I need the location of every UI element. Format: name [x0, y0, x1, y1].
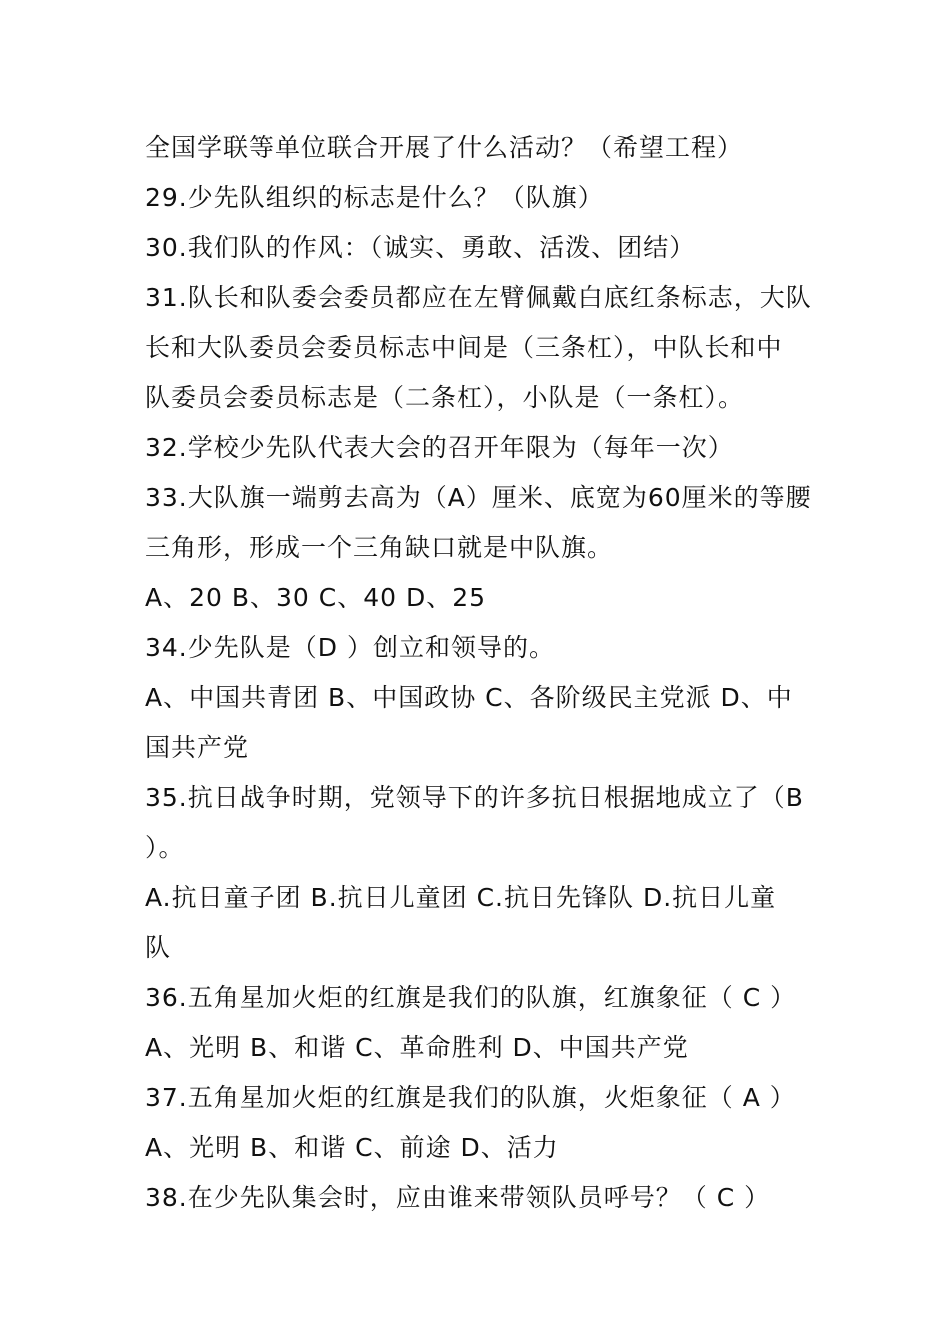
text-line-11: 34.少先队是（D ）创立和领导的。 — [145, 633, 555, 662]
text-line-7: 32.学校少先队代表大会的召开年限为（每年一次） — [145, 433, 734, 462]
text-line-3: 30.我们队的作风：（诚实、勇敢、活泼、团结） — [145, 233, 696, 262]
text-line-4: 31.队长和队委会委员都应在左臂佩戴白底红条标志，大队 — [145, 283, 812, 312]
text-line-22: 38.在少先队集会时，应由谁来带领队员呼号？（ C ） — [145, 1183, 771, 1212]
text-line-18: 36.五角星加火炬的红旗是我们的队旗，红旗象征（ C ） — [145, 983, 797, 1012]
text-line-5: 长和大队委员会委员标志中间是（三条杠），中队长和中 — [145, 333, 783, 362]
text-line-19: A、光明 B、和谐 C、革命胜利 D、中国共产党 — [145, 1033, 689, 1062]
text-line-12: A、中国共青团 B、中国政协 C、各阶级民主党派 D、中 — [145, 683, 793, 712]
text-line-15: ）。 — [145, 833, 185, 862]
text-line-21: A、光明 B、和谐 C、前途 D、活力 — [145, 1133, 559, 1162]
text-line-20: 37.五角星加火炬的红旗是我们的队旗，火炬象征（ A ） — [145, 1083, 796, 1112]
text-line-2: 29.少先队组织的标志是什么？（队旗） — [145, 183, 604, 212]
text-line-13: 国共产党 — [145, 733, 250, 762]
text-line-1: 全国学联等单位联合开展了什么活动？（希望工程） — [145, 133, 744, 162]
text-line-8: 33.大队旗一端剪去高为（A）厘米、底宽为60厘米的等腰 — [145, 483, 812, 512]
text-line-16: A.抗日童子团 B.抗日儿童团 C.抗日先锋队 D.抗日儿童 — [145, 883, 777, 912]
document-body — [145, 123, 813, 1223]
text-line-6: 队委员会委员标志是（二条杠），小队是（一条杠）。 — [145, 383, 745, 412]
text-line-9: 三角形，形成一个三角缺口就是中队旗。 — [145, 533, 614, 562]
text-line-17: 队 — [145, 933, 172, 962]
text-line-10: A、20 B、30 C、40 D、25 — [145, 583, 487, 612]
text-line-14: 35.抗日战争时期，党领导下的许多抗日根据地成立了（B — [145, 783, 804, 812]
